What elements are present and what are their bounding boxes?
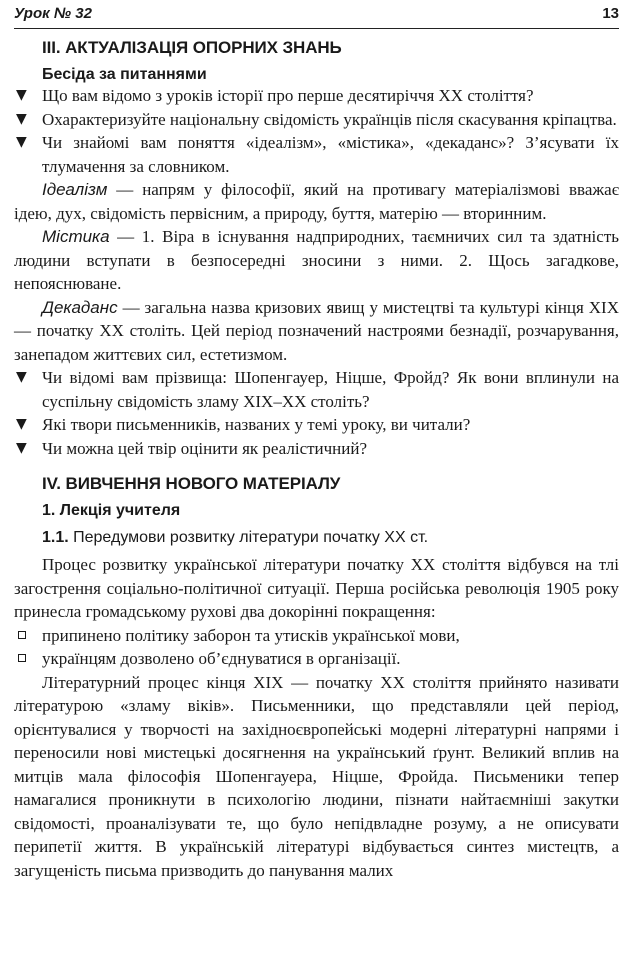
triangle-bullet-icon: ▼ [16, 110, 27, 127]
list-item: ▼ Чи можна цей твір оцінити як реалістичний? [14, 437, 619, 461]
definition-idealism [14, 178, 619, 225]
definition-text: — загальна назва кризових явищ у мистецтві та культурі кінця XIX — початку ХХ століть. Цей період позначений настроями безнадії, розчарування, занепадом життєвих сил, естетизмом. [14, 297, 619, 364]
question-list [14, 84, 619, 178]
triangle-bullet-icon: ▼ [16, 134, 27, 150]
square-bullet-icon [18, 654, 26, 662]
list-item: ▼ Які твори письменників, названих у темі уроку, ви читали? [14, 413, 619, 437]
definition-text: — 1. Віра в існування надприродних, таємничих сил та здатність людини вступати в безпосередні зносини з ними. 2. Щось загадкове, непояснюване. [14, 227, 619, 293]
definition-decadence [14, 296, 619, 367]
section-4-subtitle: 1. Лекція учителя [42, 502, 181, 519]
definition-mysticism [14, 225, 619, 296]
list-item: ▼ Чи знайомі вам поняття «ідеалізм», «містика», «декаданс»? З’ясувати їх тлумачення за словником. [16, 133, 619, 176]
definition-term: Містика [42, 227, 110, 246]
section-3-title: III. АКТУАЛІЗАЦІЯ ОПОРНИХ ЗНАНЬ [42, 38, 342, 57]
triangle-bullet-icon: ▼ [16, 369, 27, 385]
section-3-subtitle: Бесіда за питаннями [42, 66, 207, 83]
subsection-title: Передумови розвитку літератури початку ХХ ст. [68, 529, 429, 546]
subsection-heading [14, 529, 619, 547]
page-number: 13 [602, 5, 619, 22]
subsection-number: 1.1. [42, 529, 69, 546]
page-header [14, 0, 619, 29]
square-bullet-icon [18, 631, 26, 639]
list-item: припинено політику заборон та утисків української мови, [14, 624, 619, 648]
paragraph-2: Літературний процес кінця XIX — початку ХХ століття прийнято називати літературою «зламу віків». Письменники, що представляли цей період, орієнтувалися у творчості на західноєвропейські модерні літературні напрями і переносили нові мистецькі досягнення на український ґрунт. Великий вплив на митців мала філософія Шопенгауера, Ніцше, Фройда. Письменики тепер намагалися проникнути в психологію людини, пізнати найтаємніші закутки свідомості, проаналізувати те, що було непідвладне розуму, а не описувати перипетії життя. В українській літературі відбувається синтез мистецтв, а загущеність письма призводить до панування малих [14, 672, 619, 880]
list-item: українцям дозволено об’єднуватися в організації. [14, 647, 619, 671]
definition-text: — напрям у філософії, який на противагу матеріалізмові вважає ідею, дух, свідомість первісним, а природу, буття, матерію — вторинним. [14, 180, 619, 223]
definition-term: Декаданс [42, 297, 118, 317]
list-item: ▼ Що вам відомо з уроків історії про перше десятиріччя ХХ століття? [14, 84, 619, 108]
question-list-2 [14, 366, 619, 460]
triangle-bullet-icon: ▼ [16, 87, 27, 103]
square-bullet-list [14, 624, 619, 671]
definition-term: Ідеалізм [42, 180, 108, 199]
triangle-bullet-icon: ▼ [16, 439, 27, 456]
paragraph-1: Процес розвитку української літератури початку ХХ століття відбувся на тлі загострення соціально-політичної ситуації. Перша російська революція 1905 року принесла громадському рухові два докорінні покращення: [14, 555, 619, 621]
triangle-bullet-icon: ▼ [16, 416, 27, 432]
lesson-label: Урок № 32 [14, 5, 92, 22]
list-item: ▼ Охарактеризуйте національну свідомість українців після скасування кріпацтва. [14, 108, 619, 132]
list-item: ▼ Чи відомі вам прізвища: Шопенгауер, Ніцше, Фройд? Як вони вплинули на суспільну свідомість зламу XIX–ХХ століть? [16, 368, 619, 411]
section-4-title: IV. ВИВЧЕННЯ НОВОГО МАТЕРІАЛУ [42, 474, 341, 493]
